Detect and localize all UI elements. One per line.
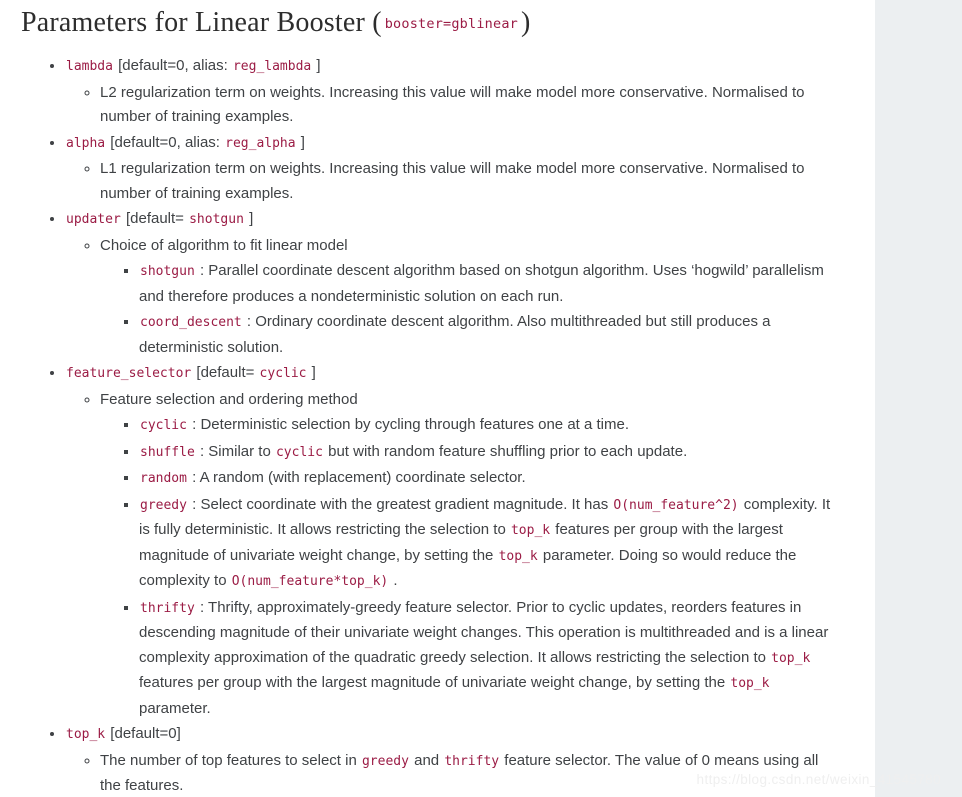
inline-code: cyclic: [259, 366, 307, 381]
right-gutter: [875, 0, 962, 797]
inline-code: greedy: [361, 753, 409, 769]
inline-code: greedy: [140, 497, 187, 513]
inline-code: shotgun: [189, 212, 244, 227]
inline-code: shuffle: [140, 444, 195, 460]
param-detail-item: ▪ thrifty : Thrifty, approximately-greedy feature selector. Prior to cyclic updates, reorders features in descending magnitude of their univariate weight changes. This operation is multithreaded and is a linear complexity approximation of the quadratic greedy selection. It allows restricting the selection to top_k features per group with the largest magnitude of univariate weight change, by setting the top_k parameter.: [139, 595, 838, 722]
inline-code: shotgun: [140, 264, 195, 279]
param-list-level-2: [65, 387, 838, 722]
param-detail-item: ▪ cyclic : Deterministic selection by cycling through features one at a time.: [139, 412, 838, 439]
page-title: [21, 6, 838, 41]
parameters-list-root: [0, 53, 838, 797]
param-detail-item: ◦ The number of top features to select in greedy and thrifty feature selector. The value of 0 means using all the features.: [100, 748, 838, 797]
watermark-url: https://blog.csdn.net/weixin_41545780: [696, 772, 941, 787]
param-detail-item: ◦ Choice of algorithm to fit linear model ▪ shotgun : Parallel coordinate descent algorithm based on shotgun algorithm. Uses ‘hogwild’ parallelism and therefore produces a nondeterministic solution on each run. ▪ coord_descent : Ordinary coordinate descent algorithm. Also multithreaded but still produces a deterministic solution.: [100, 233, 838, 361]
param-detail-item: ▪ shotgun : Parallel coordinate descent algorithm based on shotgun algorithm. Uses ‘hogwild’ parallelism and therefore produces a nondeterministic solution on each run.: [139, 258, 838, 309]
inline-code: cyclic: [140, 418, 187, 433]
page-title-text: Parameters for Linear Booster (: [21, 7, 382, 38]
inline-code: thrifty: [140, 600, 195, 616]
param-list-level-2: [65, 80, 838, 130]
inline-code: reg_lambda: [232, 59, 312, 74]
inline-code: cyclic: [275, 444, 323, 460]
inline-code: alpha: [66, 135, 106, 151]
inline-code: O(num_feature^2): [613, 497, 739, 513]
inline-code: top_k: [510, 523, 551, 538]
param-item: • top_k [default=0] ◦ The number of top features to select in greedy and thrifty feature selector. The value of 0 means using all the features.: [65, 721, 838, 797]
title-inline-code: booster=gblinear: [384, 16, 518, 32]
param-detail-item: ◦ Feature selection and ordering method ▪ cyclic : Deterministic selection by cycling through features one at a time. ▪ shuffle : Similar to cyclic but with random feature shuffling prior to each update. ▪ random : A random (with replacement) coordinate selector. ▪ greedy : Select coordinate with the greatest gradient magnitude. It has O(num_feature^2) complexity. It is fully deterministic. It allows restricting the selection to top_k features per group with the largest magnitude of univariate weight change, by setting the top_k parameter. Doing so would reduce the complexity to O(num_feature*top_k) . ▪ thrifty : Thrifty, approximately-greedy feature selector. Prior to cyclic updates, reorders features in descending magnitude of their univariate weight changes. This operation is multithreaded and is a linear complexity approximation of the quadratic greedy selection. It allows restricting the selection to top_k features per group with the largest magnitude of univariate weight change, by setting the top_k parameter.: [100, 387, 838, 722]
inline-code: lambda: [66, 59, 113, 74]
param-item: • updater [default= shotgun ] ◦ Choice of algorithm to fit linear model ▪ shotgun : Parallel coordinate descent algorithm based on shotgun algorithm. Uses ‘hogwild’ parallelism and therefore produces a nondeterministic solution on each run. ▪ coord_descent : Ordinary coordinate descent algorithm. Also multithreaded but still produces a deterministic solution.: [65, 206, 838, 360]
param-list-level-3: [100, 412, 838, 721]
inline-code: O(num_feature*top_k): [231, 574, 389, 589]
param-item: • feature_selector [default= cyclic ] ◦ Feature selection and ordering method ▪ cyclic : Deterministic selection by cycling through features one at a time. ▪ shuffle : Similar to cyclic but with random feature shuffling prior to each update. ▪ random : A random (with replacement) coordinate selector. ▪ greedy : Select coordinate with the greatest gradient magnitude. It has O(num_feature^2) complexity. It is fully deterministic. It allows restricting the selection to top_k features per group with the largest magnitude of univariate weight change, by setting the top_k parameter. Doing so would reduce the complexity to O(num_feature*top_k) . ▪ thrifty : Thrifty, approximately-greedy feature selector. Prior to cyclic updates, reorders features in descending magnitude of their univariate weight changes. This operation is multithreaded and is a linear complexity approximation of the quadratic greedy selection. It allows restricting the selection to top_k features per group with the largest magnitude of univariate weight change, by setting the top_k parameter.: [65, 360, 838, 721]
inline-code: coord_descent: [140, 315, 242, 330]
inline-code: top_k: [730, 676, 770, 691]
param-list-level-3: [100, 258, 838, 360]
param-item: • lambda [default=0, alias: reg_lambda ] ◦ L2 regularization term on weights. Increasing this value will make model more conservative. Normalised to number of training examples.: [65, 53, 838, 130]
inline-code: top_k: [771, 650, 811, 666]
page-title-close-paren: ): [520, 7, 531, 38]
param-item: • alpha [default=0, alias: reg_alpha ] ◦ L1 regularization term on weights. Increasing this value will make model more conservative. Normalised to number of training examples.: [65, 130, 838, 207]
inline-code: random: [140, 471, 187, 486]
inline-code: thrifty: [444, 753, 500, 769]
inline-code: feature_selector: [66, 366, 192, 381]
param-list-level-2: [65, 233, 838, 361]
inline-code: top_k: [66, 727, 106, 742]
param-detail-item: ▪ shuffle : Similar to cyclic but with random feature shuffling prior to each update.: [139, 439, 838, 466]
param-list-level-2: [65, 156, 838, 206]
param-detail-item: ▪ coord_descent : Ordinary coordinate descent algorithm. Also multithreaded but still produces a deterministic solution.: [139, 309, 838, 360]
param-detail-item: ▪ greedy : Select coordinate with the greatest gradient magnitude. It has O(num_feature^2) complexity. It is fully deterministic. It allows restricting the selection to top_k features per group with the largest magnitude of univariate weight change, by setting the top_k parameter. Doing so would reduce the complexity to O(num_feature*top_k) .: [139, 492, 838, 595]
param-detail-item: ◦ L2 regularization term on weights. Increasing this value will make model more conservative. Normalised to number of training examples.: [100, 80, 838, 130]
param-list-level-1: [0, 53, 838, 797]
param-detail-item: ◦ L1 regularization term on weights. Increasing this value will make model more conservative. Normalised to number of training examples.: [100, 156, 838, 206]
param-detail-item: ▪ random : A random (with replacement) coordinate selector.: [139, 465, 838, 492]
inline-code: top_k: [498, 548, 538, 564]
inline-code: reg_alpha: [225, 135, 296, 151]
inline-code: updater: [66, 212, 121, 227]
